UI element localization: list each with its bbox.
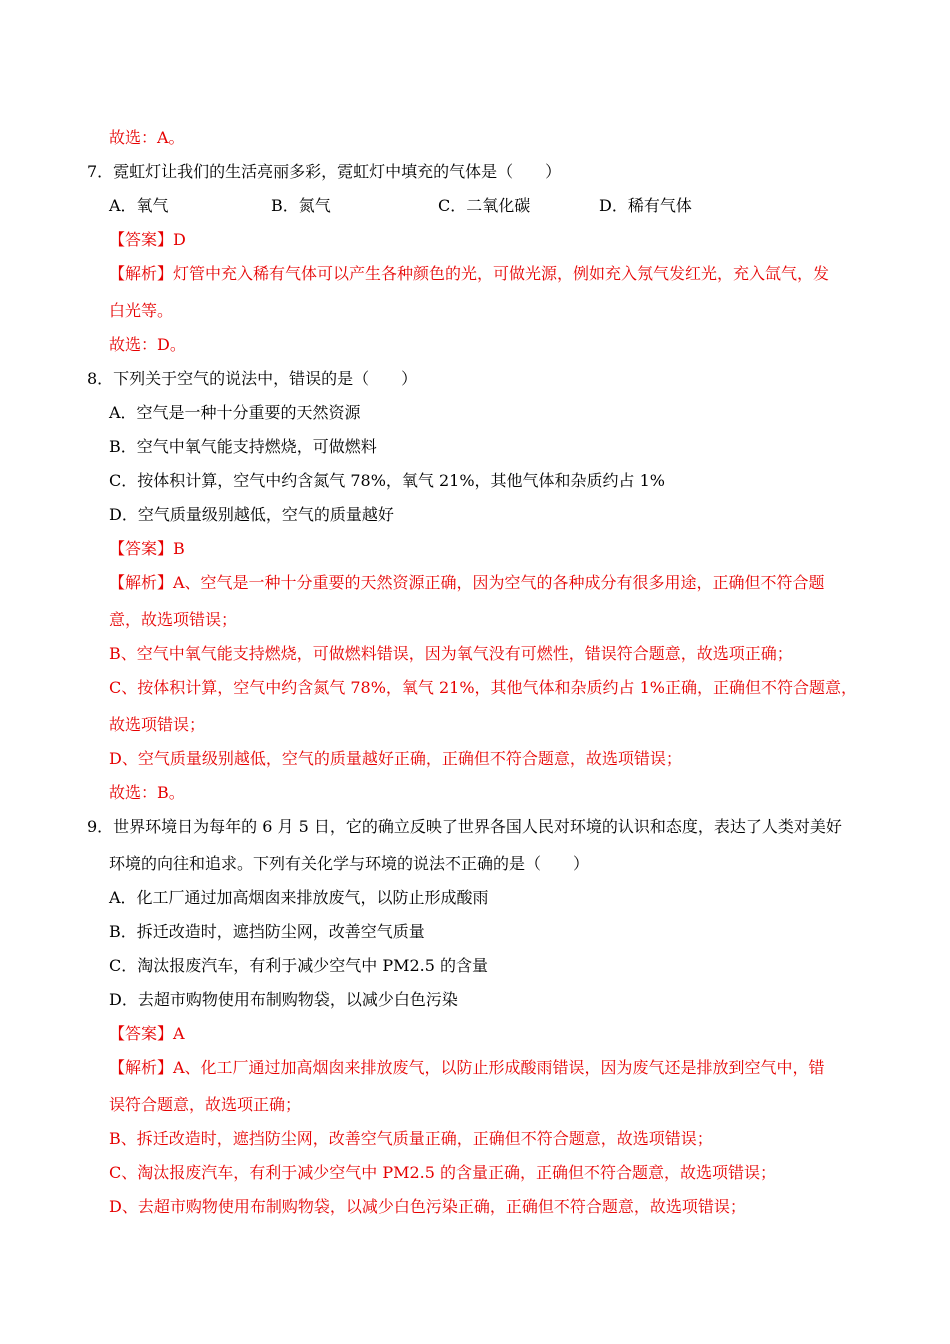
q8-analysis-line-6: D、空气质量级别越低，空气的质量越好正确，正确但不符合题意，故选项错误； xyxy=(109,749,682,768)
q7-stem: 7．霓虹灯让我们的生活亮丽多彩，霓虹灯中填充的气体是（ ） xyxy=(87,162,562,181)
q9-analysis-line-2: 误符合题意，故选项正确； xyxy=(109,1095,302,1114)
q7-option-b: B．氮气 xyxy=(271,196,331,215)
q7-option-a: A．氧气 xyxy=(109,196,169,215)
q8-analysis-line-2: 意，故选项错误； xyxy=(109,610,238,629)
q9-stem-line-2: 环境的向往和追求。下列有关化学与环境的说法不正确的是（ ） xyxy=(109,854,590,873)
q9-stem-line-1: 9．世界环境日为每年的 6 月 5 日，它的确立反映了世界各国人民对环境的认识和态度，表达了人类对美好 xyxy=(87,817,842,836)
q8-option-c: C．按体积计算，空气中约含氮气 78%，氧气 21%，其他气体和杂质约占 1% xyxy=(109,471,666,490)
q8-analysis-line-1: 【解析】A、空气是一种十分重要的天然资源正确，因为空气的各种成分有很多用途，正确但不符合题 xyxy=(109,573,825,592)
q9-option-b: B．拆迁改造时，遮挡防尘网，改善空气质量 xyxy=(109,922,425,941)
q9-option-d: D．去超市购物使用布制购物袋，以减少白色污染 xyxy=(109,990,458,1009)
q8-option-b: B．空气中氧气能支持燃烧，可做燃料 xyxy=(109,437,377,456)
q7-option-d: D．稀有气体 xyxy=(599,196,692,215)
q7-analysis-line-1: 【解析】灯管中充入稀有气体可以产生各种颜色的光，可做光源，例如充入氖气发红光，充入氙气，发 xyxy=(109,264,830,283)
q9-option-a: A．化工厂通过加高烟囱来排放废气，以防止形成酸雨 xyxy=(109,888,489,907)
q8-analysis-line-5: 故选项错误； xyxy=(109,715,206,734)
q8-answer: 【答案】B xyxy=(109,539,185,558)
q8-option-a: A．空气是一种十分重要的天然资源 xyxy=(109,403,361,422)
q7-answer: 【答案】D xyxy=(109,230,186,249)
q7-option-c: C．二氧化碳 xyxy=(438,196,531,215)
q8-conclusion: 故选：B。 xyxy=(109,783,185,802)
q8-option-d: D．空气质量级别越低，空气的质量越好 xyxy=(109,505,394,524)
q9-analysis-line-3: B、拆迁改造时，遮挡防尘网，改善空气质量正确，正确但不符合题意，故选项错误； xyxy=(109,1129,713,1148)
q9-option-c: C．淘汰报废汽车，有利于减少空气中 PM2.5 的含量 xyxy=(109,956,489,975)
q8-analysis-line-3: B、空气中氧气能支持燃烧，可做燃料错误，因为氧气没有可燃性，错误符合题意，故选项正确； xyxy=(109,644,793,663)
q9-answer: 【答案】A xyxy=(109,1024,185,1043)
q7-conclusion: 故选：D。 xyxy=(109,335,186,354)
q8-analysis-line-4: C、按体积计算，空气中约含氮气 78%，氧气 21%，其他气体和杂质约占 1%正确，正确但不符合题意， xyxy=(109,678,858,697)
q7-analysis-line-2: 白光等。 xyxy=(109,301,174,320)
q6-conclusion: 故选：A。 xyxy=(109,128,185,147)
q9-analysis-line-5: D、去超市购物使用布制购物袋，以减少白色污染正确，正确但不符合题意，故选项错误； xyxy=(109,1197,746,1216)
q9-analysis-line-1: 【解析】A、化工厂通过加高烟囱来排放废气，以防止形成酸雨错误，因为废气还是排放到空气中，错 xyxy=(109,1058,825,1077)
q9-analysis-line-4: C、淘汰报废汽车，有利于减少空气中 PM2.5 的含量正确，正确但不符合题意，故选项错误； xyxy=(109,1163,777,1182)
q8-stem: 8．下列关于空气的说法中，错误的是（ ） xyxy=(87,369,418,388)
